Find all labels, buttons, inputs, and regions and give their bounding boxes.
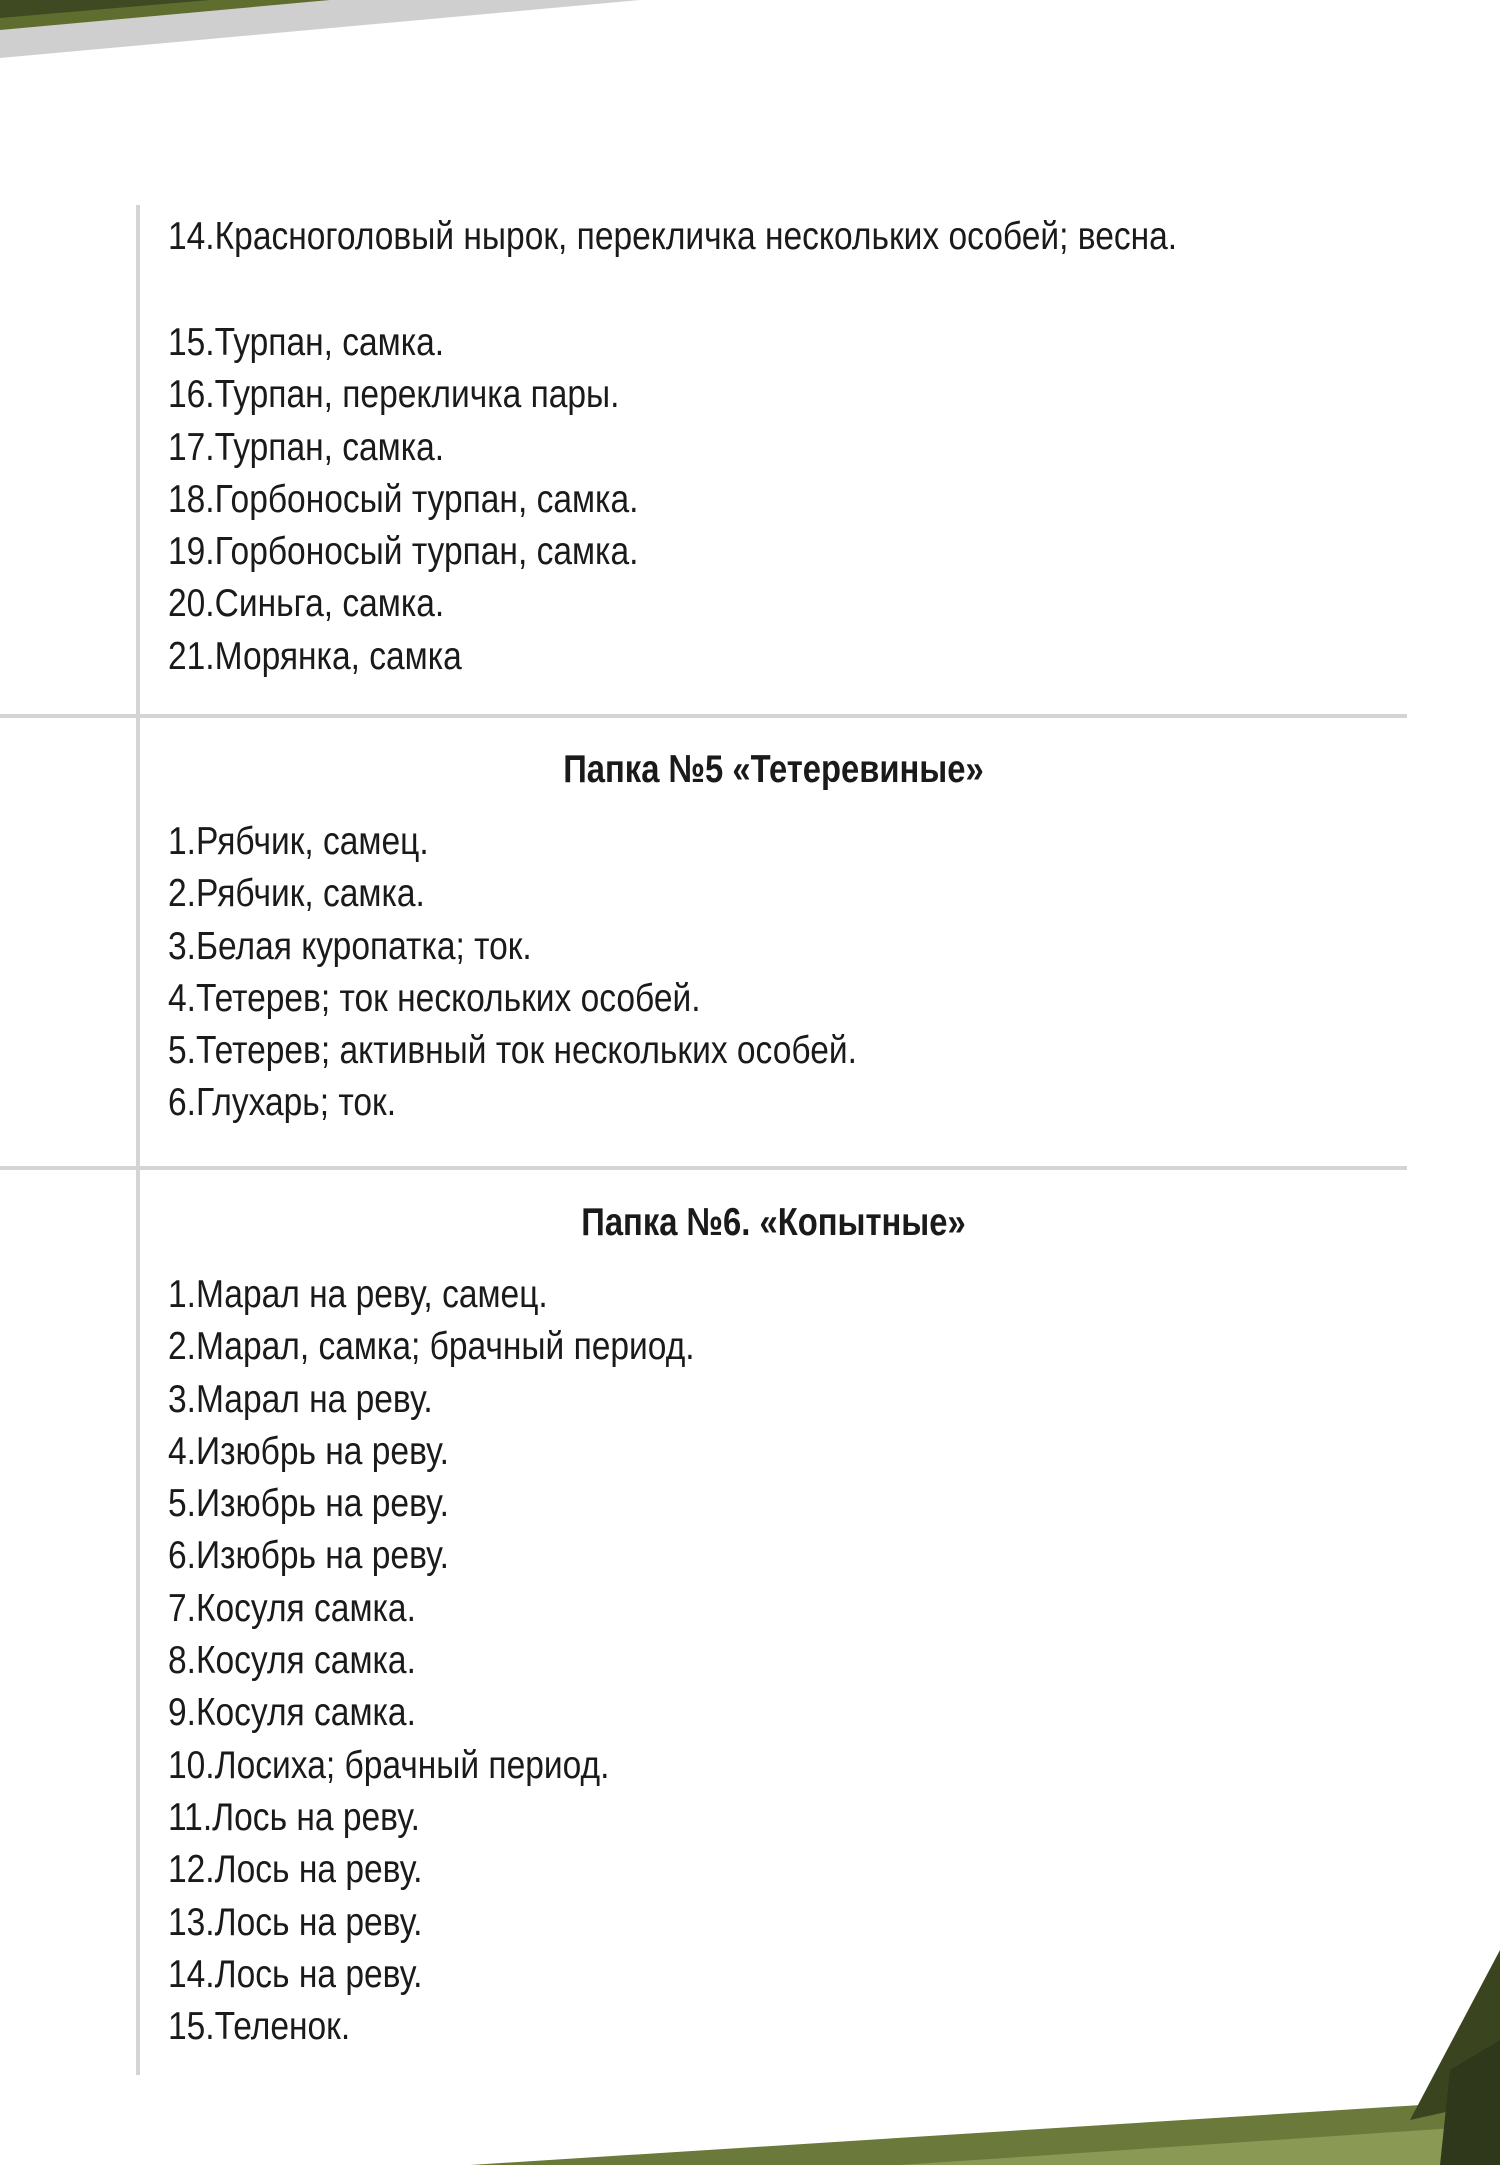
top-left-dark-band [0, 0, 210, 18]
list-item: 12.Лось на реву. [168, 1848, 423, 1892]
list-item: 9.Косуля самка. [168, 1691, 416, 1735]
table-row-divider [0, 714, 1407, 718]
continued-list-lead [168, 211, 1341, 263]
list-item: 1.Рябчик, самец. [168, 820, 429, 863]
list-item: 14.Красноголовый нырок, перекличка нескольких особей; весна. [168, 215, 1178, 258]
list-item: 13.Лось на реву. [168, 1900, 423, 1944]
list-item: 6.Изюбрь на реву. [168, 1534, 449, 1578]
list-item: 15.Теленок. [168, 2005, 351, 2049]
bottom-right-light-band [900, 2125, 1500, 2165]
list-item: 5.Изюбрь на реву. [168, 1482, 449, 1526]
list-item: 11.Лось на реву. [168, 1795, 420, 1839]
list-item: 3.Белая куропатка; ток. [168, 924, 532, 968]
table-vertical-rule [136, 205, 140, 2075]
bottom-right-olive-band [470, 2100, 1500, 2165]
top-left-olive-band [0, 0, 330, 30]
folder-5-list [168, 816, 969, 1130]
list-item: 2.Марал, самка; брачный период. [168, 1325, 695, 1369]
top-left-gray-band [0, 0, 640, 58]
list-item: 6.Глухарь; ток. [168, 1081, 397, 1125]
folder-6-title: Папка №6. «Копытные» [581, 1201, 966, 1244]
list-item: 21.Морянка, самка [168, 634, 462, 678]
list-item: 20.Синьга, самка. [168, 582, 445, 626]
list-item: 14.Лось на реву. [168, 1952, 423, 1996]
list-item: 8.Косуля самка. [168, 1639, 416, 1683]
bottom-right-dark-triangle [1440, 2040, 1500, 2165]
table-row-divider [0, 1166, 1407, 1170]
folder-5-title: Папка №5 «Тетеревиные» [563, 748, 984, 791]
list-item: 15.Турпан, самка. [168, 321, 445, 364]
continued-list [168, 317, 715, 683]
list-item: 2.Рябчик, самка. [168, 872, 425, 916]
list-item: 10.Лосиха; брачный период. [168, 1743, 610, 1787]
list-item: 17.Турпан, самка. [168, 425, 445, 469]
list-item: 18.Горбоносый турпан, самка. [168, 477, 639, 521]
list-item: 1.Марал на реву, самец. [168, 1273, 548, 1316]
list-item: 19.Горбоносый турпан, самка. [168, 530, 639, 574]
bottom-right-dark-corner [1410, 1950, 1500, 2120]
list-item: 7.Косуля самка. [168, 1586, 416, 1630]
list-item: 4.Тетерев; ток нескольких особей. [168, 976, 701, 1020]
list-item: 16.Турпан, перекличка пары. [168, 373, 620, 417]
folder-6-list [168, 1269, 780, 2053]
list-item: 5.Тетерев; активный ток нескольких особей. [168, 1029, 857, 1073]
list-item: 3.Марал на реву. [168, 1377, 433, 1421]
list-item: 4.Изюбрь на реву. [168, 1429, 449, 1473]
